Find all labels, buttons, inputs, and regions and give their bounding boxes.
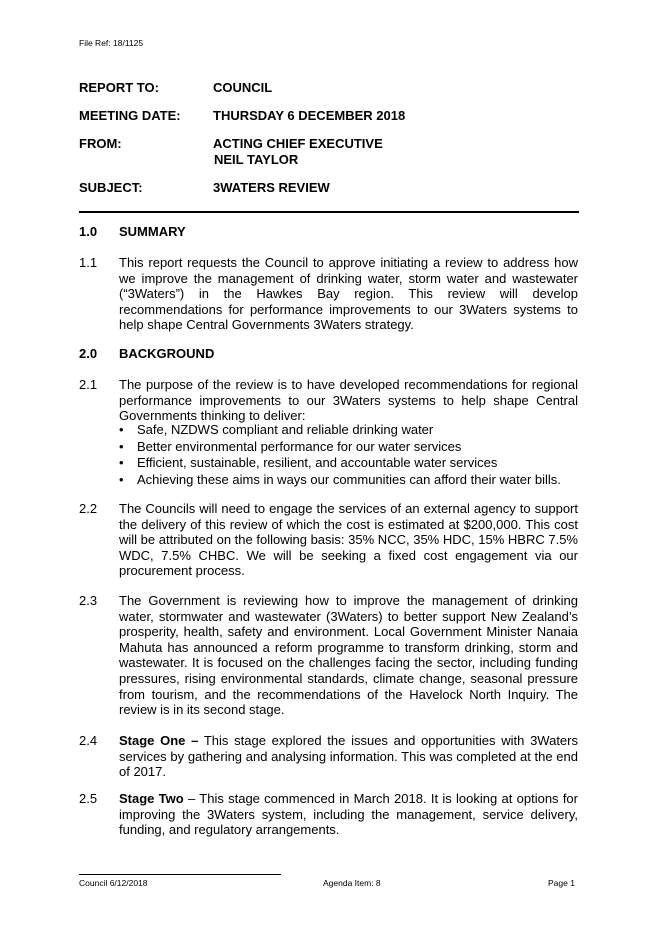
stage-two-lead: Stage Two [119, 791, 184, 806]
subject-label: SUBJECT: [79, 180, 143, 195]
list-item: • Better environmental performance for our water services [119, 438, 462, 454]
meeting-date-label: MEETING DATE: [79, 108, 181, 123]
deliverables-list [119, 422, 578, 488]
from-value [213, 136, 383, 168]
section-1-title: SUMMARY [119, 224, 186, 239]
para-2-2-text: The Councils will need to engage the services of an external agency to support the delivery of this review of which the cost is estimated at $200,000. This cost will be attributed on the following basis: 35% NCC, 35% HDC, 15% HBRC 7.5% WDC, 7.5% CHBC. We will be seeking a fixed cost engagement via our procurement process. [119, 501, 578, 579]
list-item: • Achieving these aims in ways our communities can afford their water bills. [119, 471, 561, 487]
para-2-5-number: 2.5 [79, 791, 98, 806]
section-1-number: 1.0 [79, 224, 98, 239]
report-to-value: COUNCIL [213, 80, 273, 95]
para-2-1-text: The purpose of the review is to have developed recommendations for regional performance improvements to our 3Waters systems to help shape Central Governments thinking to deliver: [119, 377, 578, 424]
from-label: FROM: [79, 136, 122, 151]
meeting-date-value: THURSDAY 6 DECEMBER 2018 [213, 108, 406, 123]
bullet-icon: • [119, 422, 124, 437]
report-to-label: REPORT TO: [79, 80, 159, 95]
para-2-3-number: 2.3 [79, 593, 98, 608]
para-2-3-text: The Government is reviewing how to improve the management of drinking water, stormwater and wastewater (3Waters) to better support New Zealand’s prosperity, health, safety and environment. Local Government Minister Nanaia Mahuta has announced a reform programme to transform drinking, storm and wastewater. It is focused on the challenges facing the sector, including funding pressures, rising environmental standards, climate change, seasonal pressure from tourism, and the recommendations of the Havelock North Inquiry. The review is in its second stage. [119, 593, 578, 718]
from-title: ACTING CHIEF EXECUTIVE [213, 136, 383, 151]
list-item: • Safe, NZDWS compliant and reliable drinking water [119, 422, 434, 437]
footer-agenda-item: Agenda Item: 8 [323, 878, 381, 888]
para-1-1-number: 1.1 [79, 255, 98, 270]
section-2-number: 2.0 [79, 346, 98, 361]
header-divider [79, 211, 579, 213]
para-2-5-text: Stage Two – This stage commenced in March 2018. It is looking at options for improving the 3Waters system, including the management, service delivery, funding, and regulatory arrangements. [119, 791, 578, 838]
file-reference: File Ref: 18/1125 [79, 38, 144, 48]
bullet-icon: • [119, 438, 124, 454]
para-2-4-text: Stage One – This stage explored the issues and opportunities with 3Waters services by gathering and analysing information. This was completed at the end of 2017. [119, 733, 578, 780]
footer-page-number: Page 1 [548, 878, 575, 888]
para-2-2-number: 2.2 [79, 501, 98, 516]
section-2-title: BACKGROUND [119, 346, 215, 361]
bullet-icon: • [119, 471, 124, 487]
subject-value: 3WATERS REVIEW [213, 180, 330, 195]
footer-date: Council 6/12/2018 [79, 878, 148, 888]
stage-one-lead: Stage One – [119, 733, 199, 748]
footer-divider [79, 874, 281, 875]
para-1-1-text: This report requests the Council to approve initiating a review to address how we improve the management of drinking water, storm water and wastewater (“3Waters”) in the Hawkes Bay region. This review will develop recommendations for performance improvements to our 3Waters systems to help shape Central Governments 3Waters strategy. [119, 255, 578, 333]
list-item: • Efficient, sustainable, resilient, and accountable water services [119, 455, 498, 470]
bullet-icon: • [119, 455, 124, 470]
para-2-4-number: 2.4 [79, 733, 98, 748]
from-name: NEIL TAYLOR [214, 152, 299, 167]
para-2-1-number: 2.1 [79, 377, 98, 392]
